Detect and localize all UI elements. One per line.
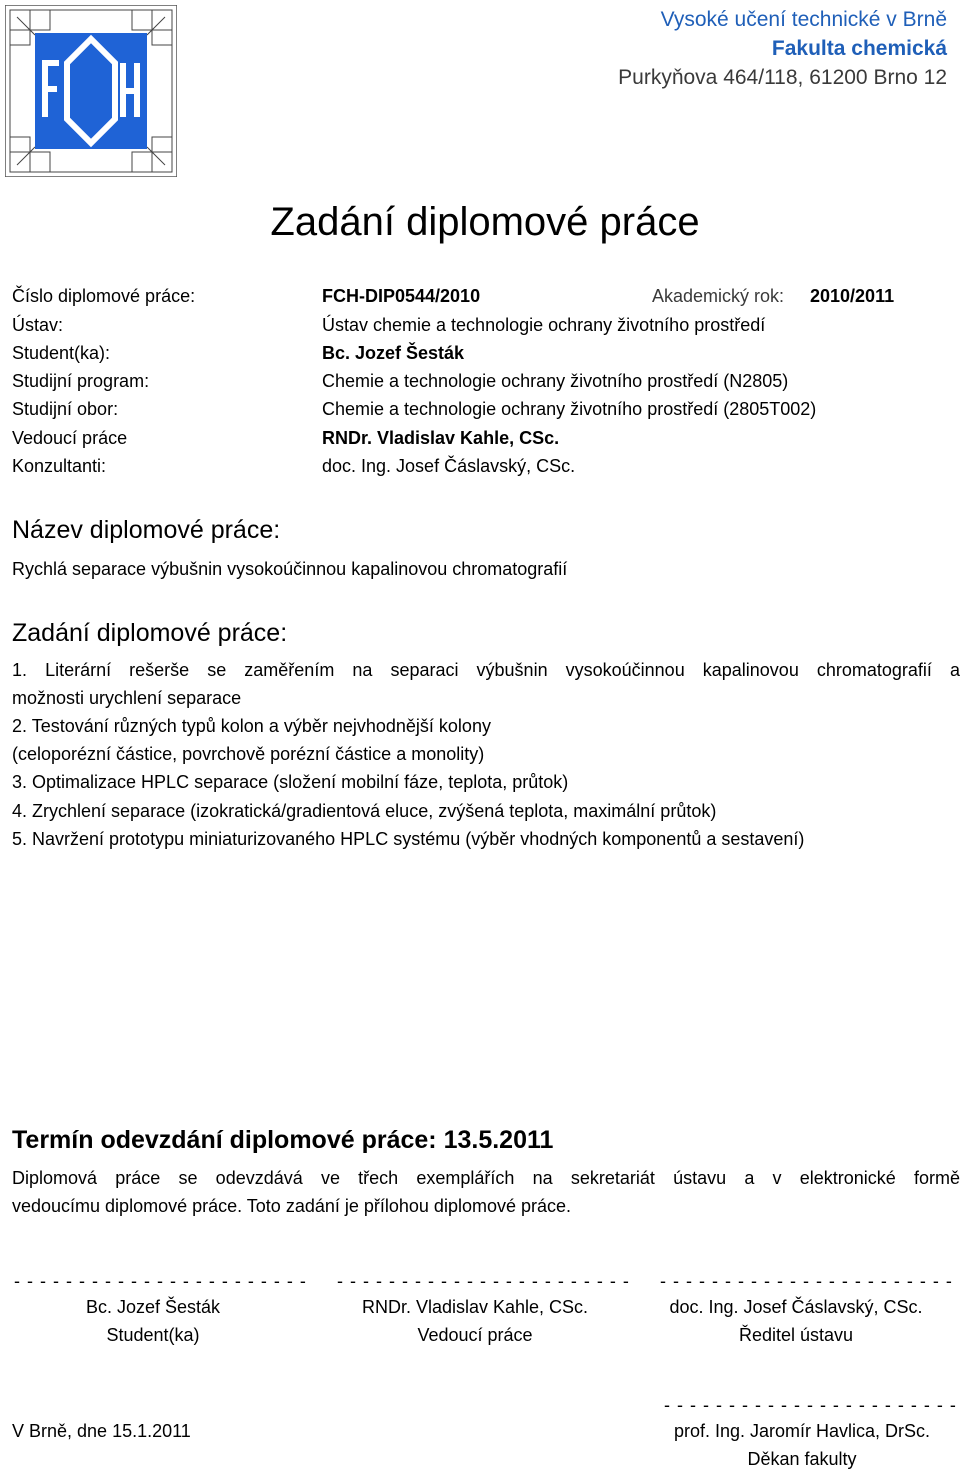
student-signature-name: Bc. Jozef Šesták (85, 1297, 221, 1317)
deadline-text-line-1: Diplomová práce se odevzdává ve třech exemplářích na sekretariát ústavu a v elektronické formě (12, 1168, 960, 1188)
assignment-item-1-line-1: 1. Literární rešerše se zaměřením na separaci výbušnin vysokoúčinnou kapalinovou chromatografií a (12, 660, 960, 680)
institute-value: Ústav chemie a technologie ochrany životního prostředí (322, 315, 766, 335)
dean-signature-role: Děkan fakulty (747, 1449, 857, 1469)
faculty-name: Fakulta chemická (771, 37, 947, 60)
supervisor-label: Vedoucí práce (12, 428, 128, 448)
program-value: Chemie a technologie ochrany životního prostředí (N2805) (322, 371, 789, 391)
assignment-item-2-line-2: (celoporézní částice, povrchově porézní částice a monolity) (12, 744, 485, 764)
student-signature-line: - - - - - - - - - - - - - - - - - - - - - - - (14, 1271, 307, 1291)
assignment-item-4: 4. Zrychlení separace (izokratická/gradientová eluce, zvýšená teplota, maximální průtok) (12, 801, 717, 821)
supervisor-signature-line: - - - - - - - - - - - - - - - - - - - - - - - (337, 1271, 630, 1291)
supervisor-value: RNDr. Vladislav Kahle, CSc. (322, 428, 560, 448)
place-and-date: V Brně, dne 15.1.2011 (12, 1421, 191, 1441)
institute-label: Ústav: (12, 315, 64, 335)
field-of-study-label: Studijní obor: (12, 399, 119, 419)
dean-signature-line: - - - - - - - - - - - - - - - - - - - - - - - (664, 1395, 957, 1415)
thesis-number-label: Číslo diplomové práce: (12, 286, 196, 306)
dean-signature-name: prof. Ing. Jaromír Havlica, DrSc. (673, 1421, 931, 1441)
assignment-item-3: 3. Optimalizace HPLC separace (složení mobilní fáze, teplota, průtok) (12, 772, 569, 792)
consultant-value: doc. Ing. Josef Čáslavský, CSc. (322, 456, 576, 476)
supervisor-signature-name: RNDr. Vladislav Kahle, CSc. (361, 1297, 589, 1317)
assignment-item-1-line-2: možnosti urychlení separace (12, 688, 242, 708)
student-value: Bc. Jozef Šesták (322, 343, 465, 363)
student-label: Student(ka): (12, 343, 111, 363)
thesis-title-heading: Název diplomové práce: (12, 516, 281, 544)
consultant-label: Konzultanti: (12, 456, 107, 476)
fch-logo-icon (5, 5, 177, 177)
student-signature-role: Student(ka) (106, 1325, 200, 1345)
program-label: Studijní program: (12, 371, 150, 391)
address: Purkyňova 464/118, 61200 Brno 12 (618, 66, 947, 89)
thesis-number-value: FCH-DIP0544/2010 (322, 286, 481, 306)
director-signature-line: - - - - - - - - - - - - - - - - - - - - - - - (660, 1271, 953, 1291)
assignment-item-2-line-1: 2. Testování různých typů kolon a výběr nejvhodnější kolony (12, 716, 491, 736)
director-signature-name: doc. Ing. Josef Čáslavský, CSc. (669, 1297, 923, 1317)
page-title: Zadání diplomové práce (270, 200, 700, 244)
field-of-study-value: Chemie a technologie ochrany životního prostředí (2805T002) (322, 399, 817, 419)
assignment-item-5: 5. Navržení prototypu miniaturizovaného HPLC systému (výběr vhodných komponentů a sestavení) (12, 829, 805, 849)
academic-year-label: Akademický rok: (652, 286, 785, 306)
university-name: Vysoké učení technické v Brně (660, 8, 947, 31)
deadline-heading: Termín odevzdání diplomové práce: 13.5.2011 (12, 1126, 554, 1154)
academic-year-value: 2010/2011 (810, 286, 895, 306)
assignment-heading: Zadání diplomové práce: (12, 619, 288, 647)
thesis-title-text: Rychlá separace výbušnin vysokoúčinnou kapalinovou chromatografií (12, 559, 568, 579)
deadline-text-line-2: vedoucímu diplomové práce. Toto zadání je přílohou diplomové práce. (12, 1196, 572, 1216)
director-signature-role: Ředitel ústavu (738, 1325, 854, 1345)
supervisor-signature-role: Vedoucí práce (417, 1325, 533, 1345)
